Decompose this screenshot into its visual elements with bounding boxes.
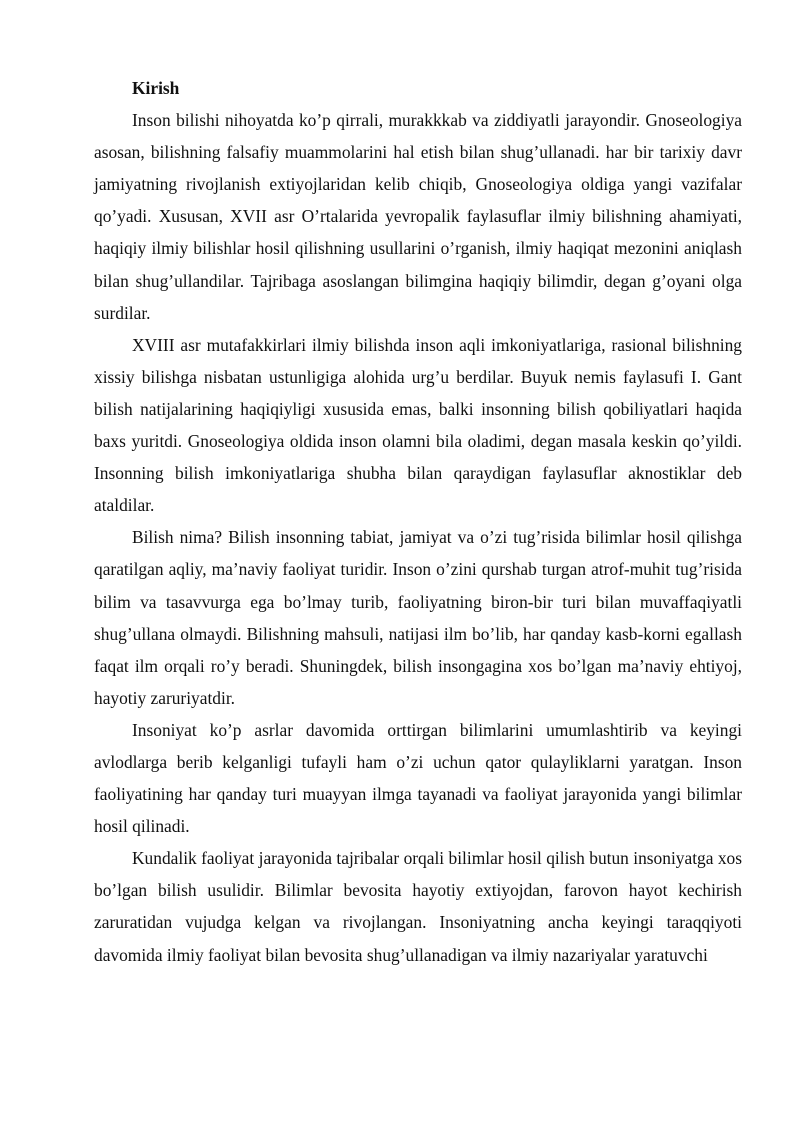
- paragraph-4: Insoniyat ko’p asrlar davomida orttirgan bilimlarini umumlashtirib va keyingi avlodlarga berib kelganligi tufayli ham o’zi uchun qator qulayliklarni yaratgan. Inson faoliyatining har qanday turi muayyan ilmga tayanadi va faoliyat jarayonida yangi bilimlar hosil qilinadi.: [94, 719, 742, 837]
- paragraph-3: Bilish nima? Bilish insonning tabiat, jamiyat va o’zi tug’risida bilimlar hosil qilishga qaratilgan aqliy, ma’naviy faoliyat turidir. Inson o’zini qurshab turgan atrof-muhit tug’risida bilim va tasavvurga ega bo’lmay turib, faoliyatning biron-bir turi bilan muvaffaqiyatli shug’ullana olmaydi. Bilishning mahsuli, natijasi ilm bo’lib, har qanday kasb-korni egallash faqat ilm orqali ro’y beradi. Shuningdek, bilish insongagina xos bo’lgan ma’naviy ehtiyoj, hayotiy zaruriyatdir.: [94, 527, 742, 708]
- section-heading: Kirish: [132, 78, 180, 98]
- paragraph-2: XVIII asr mutafakkirlari ilmiy bilishda inson aqli imkoniyatlariga, rasional bilishning xissiy bilishga nisbatan ustunligiga alohida urg’u berdilar. Buyuk nemis faylasufi I. Gant bilish natijalarining haqiqiyligi xususida emas, balki insonning bilish qobiliyatlari haqida baxs yuritdi. Gnoseologiya oldida inson olamni bila oladimi, degan masala keskin qo’yildi. Insonning bilish imkoniyatlariga shubha bilan qaraydigan faylasuflar aknostiklar deb ataldilar.: [94, 334, 742, 516]
- paragraph-1: Inson bilishi nihoyatda ko’p qirrali, murakkkab va ziddiyatli jarayondir. Gnoseologiya asosan, bilishning falsafiy muammolarini hal etish bilan shug’ullanadi. har bir tarixiy davr jamiyatning rivojlanish extiyojlaridan kelib chiqib, Gnoseologiya oldiga yangi vazifalar qo’yadi. Xususan, XVII asr O’rtalarida yevropalik faylasuflar ilmiy bilishning ahamiyati, haqiqiy ilmiy bilishlar hosil qilishning usullarini o’rganish, ilmiy haqiqat mezonini aniqlash bilan shug’ullandilar. Tajribaga asoslangan bilimgina haqiqiy bilimdir, degan g’oyani olga surdilar.: [94, 110, 742, 323]
- document-page: [94, 72, 742, 971]
- paragraph-5: Kundalik faoliyat jarayonida tajribalar orqali bilimlar hosil qilish butun insoniyatga xos bo’lgan bilish usulidir. Bilimlar bevosita hayotiy extiyojdan, farovon hayot kechirish zaruratidan vujudga kelgan va rivojlangan. Insoniyatning ancha keyingi taraqqiyoti davomida ilmiy faoliyat bilan bevosita shug’ullanadigan va ilmiy nazariyalar yaratuvchi: [94, 848, 742, 965]
